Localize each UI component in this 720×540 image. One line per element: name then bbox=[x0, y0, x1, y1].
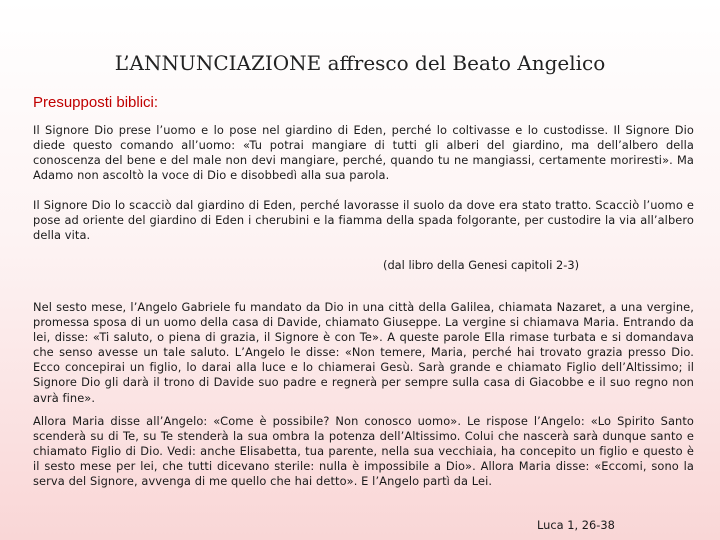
paragraph-mary-response: Allora Maria disse all’Angelo: «Come è possibile? Non conosco uomo». Le rispose l’Angelo: «Lo Spirito Santo scenderà su di Te, su Te stenderà la sua ombra la potenza dell’Altissimo. Colui che nascerà sarà dunque santo e chiamato Figlio di Dio. Vedi: anche Elisabetta, tua parente, nella sua vecchiaia, ha concepito un figlio e questo è il sesto mese per lei, che tutti dicevano sterile: nulla è impossibile a Dio». Allora Maria disse: «Eccomi, sono la serva del Signore, avvenga di me quello che hai detto». E l’Angelo partì da Lei. bbox=[33, 414, 694, 489]
paragraph-eden: Il Signore Dio prese l’uomo e lo pose nel giardino di Eden, perché lo coltivasse e lo custodisse. Il Signore Dio diede questo comando all’uomo: «Tu potrai mangiare di tutti gli alberi del giardino, ma dell’albero della conoscenza del bene e del male non devi mangiare, perché, quando tu ne mangiassi, certamente moriresti». Ma Adamo non ascoltò la voce di Dio e disobbedì alla sua parola. bbox=[33, 123, 694, 183]
section-heading: Presupposti biblici: bbox=[33, 94, 159, 111]
page-title: L’ANNUNCIAZIONE affresco del Beato Angelico bbox=[114, 51, 606, 75]
citation-luke: Luca 1, 26-38 bbox=[537, 518, 615, 532]
paragraph-expulsion: Il Signore Dio lo scacciò dal giardino di Eden, perché lavorasse il suolo da dove era stato tratto. Scacciò l’uomo e pose ad oriente del giardino di Eden i cherubini e la fiamma della spada folgorante, per custodire la via all’albero della vita. bbox=[33, 198, 694, 243]
citation-genesis: (dal libro della Genesi capitoli 2-3) bbox=[383, 258, 580, 272]
paragraph-annunciation: Nel sesto mese, l’Angelo Gabriele fu mandato da Dio in una città della Galilea, chiamata Nazaret, a una vergine, promessa sposa di un uomo della casa di Davide, chiamato Giuseppe. La vergine si chiamava Maria. Entrando da lei, disse: «Ti saluto, o piena di grazia, il Signore è con Te». A queste parole Ella rimase turbata e si domandava che senso avesse un tale saluto. L’Angelo le disse: «Non temere, Maria, perché hai trovato grazia presso Dio. Ecco concepirai un figlio, lo darai alla luce e lo chiamerai Gesù. Sarà grande e chiamato Figlio dell’Altissimo; il Signore Dio gli darà il trono di Davide suo padre e regnerà per sempre sulla casa di Giacobbe e il suo regno non avrà fine». bbox=[33, 300, 694, 405]
